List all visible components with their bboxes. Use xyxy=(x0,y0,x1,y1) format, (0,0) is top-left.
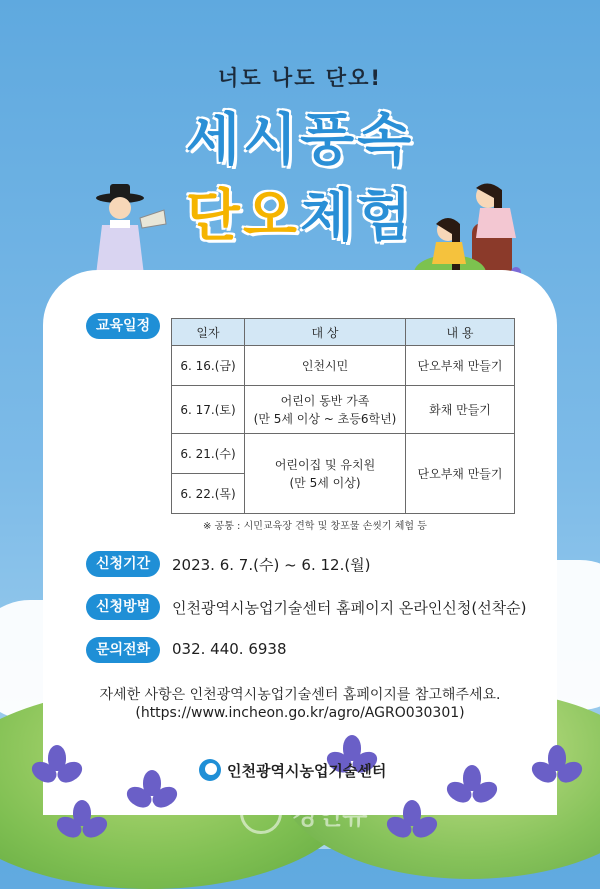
cell-target: 어린이집 및 유치원 (만 5세 이상) xyxy=(245,434,406,514)
table-row xyxy=(172,386,515,434)
schedule-note: ※ 공통 : 시민교육장 견학 및 창포물 손씻기 체험 등 xyxy=(203,521,427,532)
apply-period-value: 2023. 6. 7.(수) ~ 6. 12.(월) xyxy=(172,556,371,574)
iris-flower-icon xyxy=(390,800,434,844)
cell-date: 6. 21.(수) xyxy=(172,434,245,474)
schedule-table xyxy=(171,318,515,514)
cell-content: 화채 만들기 xyxy=(406,386,515,434)
iris-flower-icon xyxy=(130,770,174,814)
column-header-content: 내 용 xyxy=(406,319,515,346)
footer-url: (https://www.incheon.go.kr/agro/AGRO030301) xyxy=(135,705,465,721)
iris-flower-icon xyxy=(35,745,79,789)
cell-date: 6. 17.(토) xyxy=(172,386,245,434)
cell-date: 6. 16.(금) xyxy=(172,346,245,386)
column-header-date: 일자 xyxy=(172,319,245,346)
table-row xyxy=(172,346,515,386)
watermark-emblem-icon xyxy=(240,792,282,834)
logo-mark-icon xyxy=(199,759,221,781)
cell-content: 단오부채 만들기 xyxy=(406,346,515,386)
watermark xyxy=(240,788,390,838)
apply-method-label: 신청방법 xyxy=(86,594,160,620)
cell-target: 어린이 동반 가족 (만 5세 이상 ~ 초등6학년) xyxy=(245,386,406,434)
iris-flower-icon xyxy=(60,800,104,844)
table-row xyxy=(172,434,515,474)
cell-target: 인천시민 xyxy=(245,346,406,386)
apply-method-value: 인천광역시농업기술센터 홈페이지 온라인신청(선착순) xyxy=(172,599,527,617)
title-line2-part2: 체험 xyxy=(300,184,415,249)
cell-content: 단오부채 만들기 xyxy=(406,434,515,514)
footer-line1: 자세한 사항은 인천광역시농업기술센터 홈페이지를 참고해주세요. xyxy=(99,687,501,703)
watermark-text: 경인뷰 xyxy=(292,800,368,831)
column-header-target: 대 상 xyxy=(245,319,406,346)
title-line1: 세시풍속 xyxy=(185,108,415,173)
title-line2-part1: 단오 xyxy=(185,184,300,249)
iris-flower-icon xyxy=(535,745,579,789)
table-header-row xyxy=(172,319,515,346)
logo-text: 인천광역시농업기술센터 xyxy=(227,761,387,780)
schedule-label: 교육일정 xyxy=(86,313,160,339)
subtitle: 너도 나도 단오! xyxy=(218,66,382,90)
cell-date: 6. 22.(목) xyxy=(172,474,245,514)
center-logo xyxy=(199,758,386,782)
contact-label: 문의전화 xyxy=(86,637,160,663)
iris-flower-icon xyxy=(450,765,494,809)
contact-value: 032. 440. 6938 xyxy=(172,640,287,658)
apply-period-label: 신청기간 xyxy=(86,551,160,577)
